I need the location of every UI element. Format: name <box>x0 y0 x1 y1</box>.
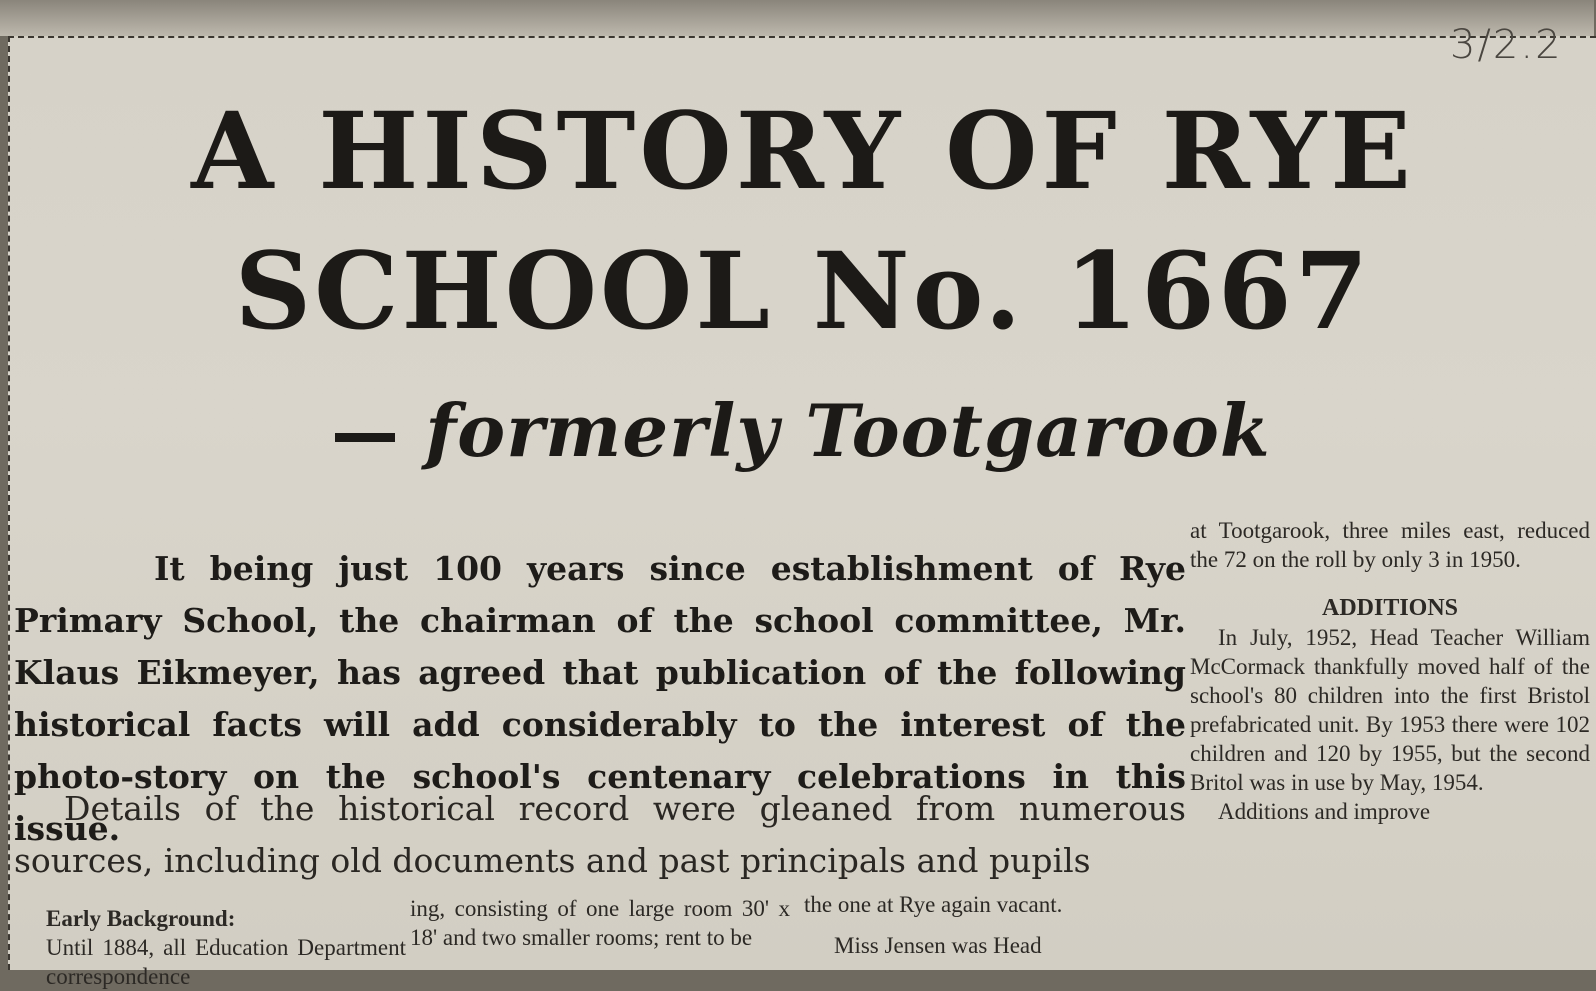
column-2-body: ing, consisting of one large room 30' x 18' and two smaller rooms; rent to be <box>410 896 790 950</box>
second-paragraph <box>14 783 1186 887</box>
right-column <box>1190 516 1590 826</box>
second-paragraph-text: Details of the historical record were gleaned from numerous sources, including old documents and past principals and pupils <box>14 789 1186 880</box>
early-background-subheading: Early Background: <box>46 906 236 931</box>
headline-subtitle <box>10 388 1596 473</box>
headline-line-1: A HISTORY OF RYE <box>191 88 1415 213</box>
column-1 <box>46 904 406 991</box>
column-1-body: Until 1884, all Education Department correspondence <box>46 935 406 989</box>
right-column-intro: at Tootgarook, three miles east, reduced the 72 on the roll by only 3 in 1950. <box>1190 518 1590 572</box>
column-3 <box>804 890 1184 960</box>
column-3-body: the one at Rye again vacant. <box>804 892 1063 917</box>
headline-line-2: SCHOOL No. 1667 <box>234 228 1372 353</box>
dash-rule <box>335 433 395 442</box>
handwritten-date-note: 3/2.2 <box>1450 22 1563 68</box>
column-2 <box>410 894 790 952</box>
column-3-tail: Miss Jensen was Head <box>834 933 1042 958</box>
newspaper-clipping <box>8 36 1596 989</box>
additions-subheading: ADDITIONS <box>1321 595 1459 621</box>
right-column-body: In July, 1952, Head Teacher William McCormack thankfully moved half of the school's 80 children into the first Bristol prefabricated unit. By 1953 there were 102 children and 120 by 1955, but the second Britol was in use by May, 1954. <box>1190 625 1590 795</box>
background-surface <box>0 0 1594 36</box>
right-column-tail: Additions and improve <box>1218 799 1431 824</box>
subtitle-text: formerly Tootgarook <box>425 388 1271 473</box>
lead-paragraph-text: It being just 100 years since establishment of Rye Primary School, the chairman of the school committee, Mr. Klaus Eikmeyer, has agreed that publication of the following historical facts will add considerably to the interest of the photo-story on the school's centenary celebrations in this issue. <box>14 549 1186 848</box>
